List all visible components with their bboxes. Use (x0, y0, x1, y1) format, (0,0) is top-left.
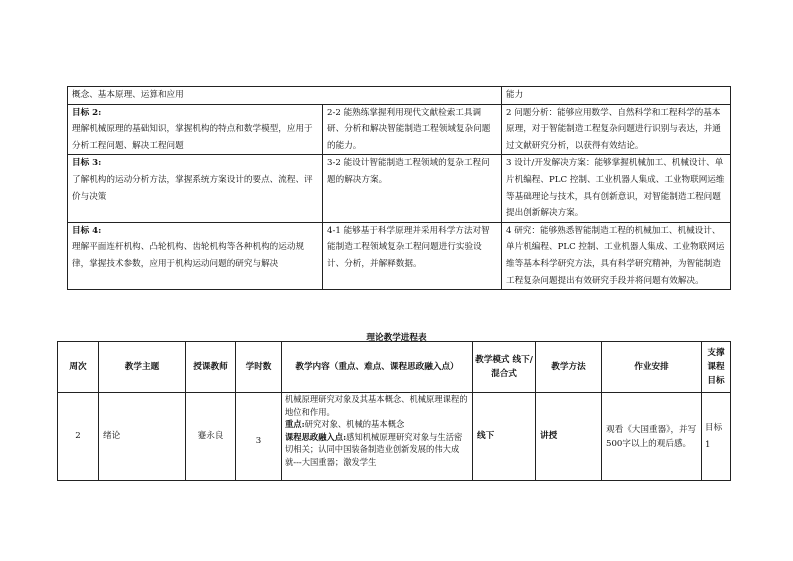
goal-row (68, 222, 731, 289)
row-mode: 线下 (473, 393, 536, 481)
goal-text: 理解机械原理的基础知识，掌握机构的特点和数学模型，应用于分析工程问题、解决工程问题 (72, 124, 313, 151)
key-point-text: 研究对象、机械的基本概念 (304, 419, 405, 430)
ideology-text: 感知机械原理研究对象与生活密切相关；认同中国装备制造业创新发展的伟大成就---大国重器；激发学生 (285, 431, 463, 467)
header-content: 教学内容（重点、难点、课程思政融入点） (282, 342, 473, 393)
indicator-cell: 3-2 能设计智能制造工程领域的复杂工程问题的解决方案。 (323, 155, 502, 222)
goal-text: 理解平面连杆机构、凸轮机构、齿轮机构等各种机构的运动规律，掌握技术参数，应用于机构运动问题的研究与解决 (72, 242, 305, 269)
goal-cell (68, 222, 323, 289)
header-topic: 教学主题 (99, 342, 186, 393)
teaching-plan-title: 理论教学进程表 (366, 333, 427, 343)
ideology-label: 课程思政融入点: (285, 431, 347, 442)
header-week: 周次 (58, 342, 99, 393)
goal-title: 目标 2: (72, 107, 102, 118)
plan-header-row (58, 342, 731, 393)
goal-row (68, 104, 731, 155)
top-row-left: 概念、基本原理、运算和应用 (68, 87, 502, 105)
goal-title: 目标 4: (72, 225, 102, 236)
plan-row (58, 393, 731, 481)
goal-cell (68, 104, 323, 155)
row-week: 2 (58, 393, 99, 481)
indicator-cell: 4-1 能够基于科学原理并采用科学方法对智能制造工程领域复杂工程问题进行实验设计、分析，并解释数据。 (323, 222, 502, 289)
row-target: 目标 1 (702, 393, 731, 481)
key-point-label: 重点: (285, 419, 305, 430)
header-teacher: 授课教师 (186, 342, 236, 393)
indicator-cell: 2-2 能熟练掌握利用现代文献检索工具调研、分析和解决智能制造工程领域复杂问题的能力。 (323, 104, 502, 155)
requirement-cell: 4 研究：能够熟悉智能制造工程的机械加工、机械设计、单片机编程、PLC 控制、工业机器人集成、工业物联网运维等基本科学研究方法，具有科学研究精神，为智能制造工程复杂问题提出有效研究手段并将问题有效解决。 (502, 222, 731, 289)
goals-top-row (68, 87, 731, 105)
goal-title: 目标 3: (72, 158, 102, 169)
header-homework: 作业安排 (602, 342, 702, 393)
row-hours: 3 (236, 393, 282, 481)
header-mode: 教学模式 线下/混合式 (473, 342, 536, 393)
header-target: 支撑课程目标 (702, 342, 731, 393)
top-row-right: 能力 (502, 87, 731, 105)
row-topic: 绪论 (99, 393, 186, 481)
content-intro: 机械原理研究对象及其基本概念、机械原理课程的地位和作用。 (285, 394, 468, 417)
goal-row (68, 155, 731, 222)
row-teacher: 蹇永良 (186, 393, 236, 481)
row-homework: 观看《大国重器》，并写 500字以上的观后感。 (602, 393, 702, 481)
requirement-cell: 2 问题分析：能够应用数学、自然科学和工程科学的基本原理，对于智能制造工程复杂问题进行识别与表达，并通过文献研究分析，以获得有效结论。 (502, 104, 731, 155)
row-content (282, 393, 473, 481)
course-goals-table (67, 86, 731, 290)
teaching-plan-table (57, 341, 731, 481)
requirement-cell: 3 设计/开发解决方案：能够掌握机械加工、机械设计、单片机编程、PLC 控制、工业机器人集成、工业物联网运维等基础理论与技术，具有创新意识，对智能制造工程问题提出创新解决方案。 (502, 155, 731, 222)
header-method: 教学方法 (536, 342, 602, 393)
goal-text: 了解机构的运动分析方法，掌握系统方案设计的要点、流程、评价与决策 (72, 174, 313, 202)
goal-cell (68, 155, 323, 222)
row-method: 讲授 (536, 393, 602, 481)
header-hours: 学时数 (236, 342, 282, 393)
